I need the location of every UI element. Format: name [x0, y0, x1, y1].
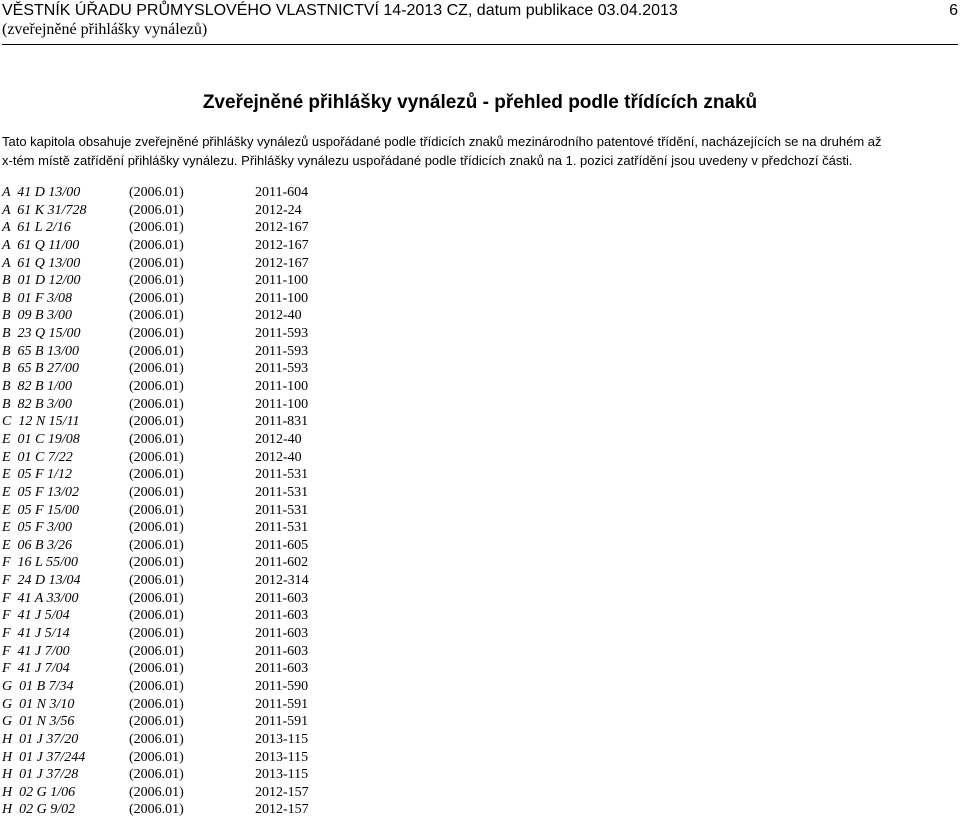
classification-row [2, 643, 402, 661]
bulletin-issue: 2011-605 [255, 537, 309, 553]
classification-row [2, 343, 402, 361]
classification-row [2, 272, 402, 290]
section-subtitle: (zveřejněné přihlášky vynálezů) [2, 21, 208, 38]
classification-code: A 61 K 31/728 [2, 202, 87, 218]
bulletin-issue: 2011-100 [255, 396, 309, 412]
classification-row [2, 537, 402, 555]
classification-code: A 41 D 13/00 [2, 185, 81, 200]
ipc-version: (2006.01) [129, 520, 184, 536]
classification-code: G 01 N 3/10 [2, 696, 75, 712]
ipc-version: (2006.01) [129, 379, 184, 395]
ipc-version: (2006.01) [129, 220, 184, 236]
classification-code: C 12 N 15/11 [2, 414, 80, 430]
bulletin-issue: 2012-40 [255, 449, 302, 465]
classification-code: H 01 J 37/20 [2, 731, 79, 747]
classification-row [2, 484, 402, 502]
classification-row [2, 378, 402, 396]
classification-row [2, 713, 402, 731]
classification-row [2, 731, 402, 749]
classification-row [2, 784, 402, 802]
classification-code: E 05 F 1/12 [2, 467, 72, 483]
intro-line: Tato kapitola obsahuje zveřejněné přihlášky vynálezů uspořádané podle třídicích znaků mezinárodního patentové třídění, nacházejících se na druhém až [2, 134, 882, 149]
classification-row [2, 449, 402, 467]
bulletin-issue: 2012-40 [255, 308, 302, 324]
classification-code: E 06 B 3/26 [2, 537, 72, 553]
bulletin-issue: 2011-100 [255, 379, 309, 395]
classification-row [2, 590, 402, 608]
classification-code: A 61 Q 11/00 [2, 237, 80, 253]
classification-code: A 61 L 2/16 [2, 220, 71, 236]
classification-row [2, 766, 402, 784]
bulletin-issue: 2011-603 [255, 643, 309, 659]
bulletin-issue: 2012-167 [255, 255, 309, 271]
classification-row [2, 625, 402, 643]
bulletin-issue: 2011-531 [255, 520, 309, 536]
bulletin-issue: 2011-603 [255, 608, 309, 624]
ipc-version: (2006.01) [129, 414, 184, 430]
classification-code: B 82 B 1/00 [2, 379, 72, 395]
ipc-version: (2006.01) [129, 643, 184, 659]
classification-row [2, 502, 402, 520]
classification-row [2, 466, 402, 484]
ipc-version: (2006.01) [129, 449, 184, 465]
bulletin-issue: 2011-593 [255, 361, 309, 377]
classification-code: G 01 N 3/56 [2, 714, 75, 730]
bulletin-issue: 2011-100 [255, 273, 309, 289]
classification-row [2, 607, 402, 625]
chapter-title: Zveřejněné přihlášky vynálezů - přehled podle třídících znaků [202, 92, 758, 113]
classification-row [2, 660, 402, 678]
ipc-version: (2006.01) [129, 343, 184, 359]
bulletin-issue: 2012-314 [255, 573, 309, 589]
bulletin-issue: 2011-531 [255, 484, 309, 500]
classification-code: B 09 B 3/00 [2, 308, 72, 324]
bulletin-issue: 2011-100 [255, 290, 309, 306]
ipc-version: (2006.01) [129, 273, 184, 289]
classification-row [2, 396, 402, 414]
bulletin-issue: 2011-531 [255, 467, 309, 483]
ipc-version: (2006.01) [129, 290, 184, 306]
classification-row [2, 678, 402, 696]
classification-code: E 05 F 15/00 [2, 502, 79, 518]
classification-row [2, 801, 402, 819]
ipc-version: (2006.01) [129, 484, 184, 500]
ipc-version: (2006.01) [129, 326, 184, 342]
classification-code: F 41 A 33/00 [2, 590, 79, 606]
ipc-version: (2006.01) [129, 696, 184, 712]
classification-code: E 05 F 13/02 [2, 484, 79, 500]
ipc-version: (2006.01) [129, 431, 184, 447]
bulletin-issue: 2012-24 [255, 202, 302, 218]
ipc-version: (2006.01) [129, 802, 184, 818]
classification-code: H 01 J 37/28 [2, 767, 79, 783]
classification-row [2, 255, 402, 273]
bulletin-issue: 2012-167 [255, 220, 309, 236]
classification-code: E 01 C 19/08 [2, 431, 80, 447]
bulletin-issue: 2011-591 [255, 696, 309, 712]
classification-code: E 01 C 7/22 [2, 449, 73, 465]
bulletin-issue: 2011-602 [255, 555, 309, 571]
classification-row [2, 307, 402, 325]
ipc-version: (2006.01) [129, 202, 184, 218]
bulletin-issue: 2011-593 [255, 343, 309, 359]
bulletin-issue: 2011-603 [255, 626, 309, 642]
classification-code: F 24 D 13/04 [2, 573, 81, 589]
ipc-version: (2006.01) [129, 731, 184, 747]
ipc-version: (2006.01) [129, 749, 184, 765]
classification-row [2, 431, 402, 449]
ipc-version: (2006.01) [129, 608, 184, 624]
classification-code: B 82 B 3/00 [2, 396, 72, 412]
classification-row [2, 519, 402, 537]
page-header [2, 0, 958, 45]
ipc-version: (2006.01) [129, 361, 184, 377]
intro-line: x-tém místě zatřídění přihlášky vynálezu. Přihlášky vynálezu uspořádané podle třídicích znaků na 1. pozici zatřídění jsou uvedeny v předchozí části. [2, 153, 853, 168]
classification-row [2, 749, 402, 767]
classification-code: F 41 J 5/14 [2, 626, 70, 642]
classification-code: A 61 Q 13/00 [2, 255, 81, 271]
classification-row [2, 219, 402, 237]
classification-row [2, 202, 402, 220]
ipc-version: (2006.01) [129, 784, 184, 800]
classification-code: G 01 B 7/34 [2, 678, 74, 694]
classification-code: F 41 J 7/04 [2, 661, 70, 677]
classification-row [2, 554, 402, 572]
bulletin-issue: 2011-604 [255, 185, 309, 200]
classification-code: B 65 B 27/00 [2, 361, 79, 377]
bulletin-issue: 2012-157 [255, 784, 309, 800]
ipc-version: (2006.01) [129, 308, 184, 324]
ipc-version: (2006.01) [129, 590, 184, 606]
classification-row [2, 184, 402, 202]
bulletin-issue: 2012-40 [255, 431, 302, 447]
classification-code: B 01 F 3/08 [2, 290, 72, 306]
bulletin-issue: 2012-157 [255, 802, 309, 818]
ipc-version: (2006.01) [129, 555, 184, 571]
journal-title: VĚSTNÍK ÚŘADU PRŮMYSLOVÉHO VLASTNICTVÍ 14-2013 CZ, datum publikace 03.04.2013 [2, 2, 678, 19]
ipc-version: (2006.01) [129, 237, 184, 253]
ipc-version: (2006.01) [129, 467, 184, 483]
ipc-version: (2006.01) [129, 185, 184, 200]
bulletin-issue: 2011-591 [255, 714, 309, 730]
classification-row [2, 325, 402, 343]
ipc-version: (2006.01) [129, 502, 184, 518]
bulletin-issue: 2011-590 [255, 678, 309, 694]
ipc-version: (2006.01) [129, 678, 184, 694]
bulletin-issue: 2013-115 [255, 749, 309, 765]
bulletin-issue: 2011-593 [255, 326, 309, 342]
classification-code: B 65 B 13/00 [2, 343, 79, 359]
classification-code: H 01 J 37/244 [2, 749, 86, 765]
bulletin-issue: 2012-167 [255, 237, 309, 253]
classification-code: E 05 F 3/00 [2, 520, 72, 536]
classification-code: F 41 J 5/04 [2, 608, 70, 624]
classification-row [2, 360, 402, 378]
bulletin-issue: 2011-603 [255, 590, 309, 606]
classification-code: B 23 Q 15/00 [2, 326, 81, 342]
page-number: 6 [949, 2, 958, 19]
bulletin-issue: 2011-531 [255, 502, 309, 518]
classification-row [2, 696, 402, 714]
ipc-version: (2006.01) [129, 626, 184, 642]
classification-code: F 41 J 7/00 [2, 643, 70, 659]
classification-row [2, 572, 402, 590]
classification-row [2, 237, 402, 255]
ipc-version: (2006.01) [129, 537, 184, 553]
classification-code: H 02 G 9/02 [2, 802, 76, 818]
classification-code: H 02 G 1/06 [2, 784, 76, 800]
ipc-version: (2006.01) [129, 661, 184, 677]
ipc-version: (2006.01) [129, 396, 184, 412]
bulletin-issue: 2013-115 [255, 767, 309, 783]
bulletin-issue: 2013-115 [255, 731, 309, 747]
ipc-version: (2006.01) [129, 573, 184, 589]
bulletin-issue: 2011-603 [255, 661, 309, 677]
classification-row [2, 290, 402, 308]
ipc-version: (2006.01) [129, 767, 184, 783]
ipc-version: (2006.01) [129, 255, 184, 271]
intro-paragraph [2, 132, 958, 170]
classification-list [2, 184, 402, 819]
classification-row [2, 413, 402, 431]
ipc-version: (2006.01) [129, 714, 184, 730]
classification-code: F 16 L 55/00 [2, 555, 78, 571]
bulletin-issue: 2011-831 [255, 414, 309, 430]
classification-code: B 01 D 12/00 [2, 273, 81, 289]
